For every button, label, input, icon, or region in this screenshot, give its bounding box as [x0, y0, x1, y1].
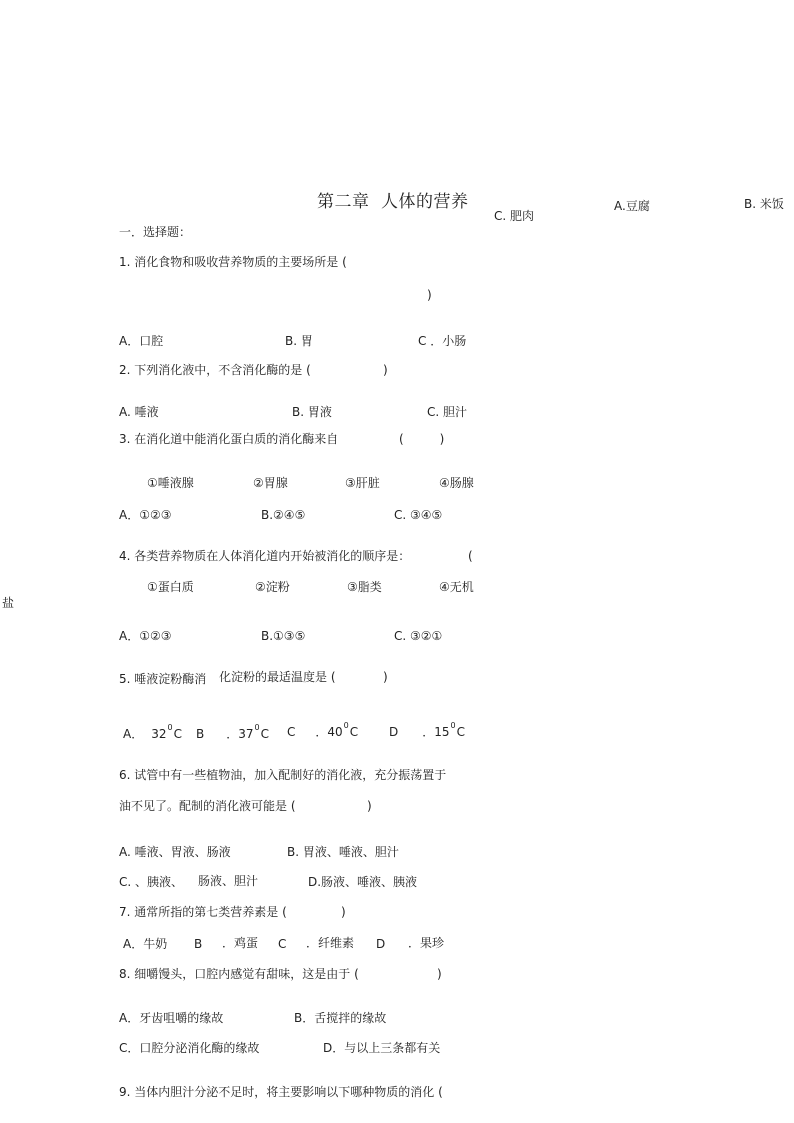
- stray-option-a: A.豆腐: [614, 199, 650, 213]
- q6-stem-line1: 6. 试管中有一些植物油，加入配制好的消化液，充分振荡置于: [119, 768, 447, 782]
- q4-option-c: C. ③②①: [394, 629, 443, 643]
- q7-option-b-letter: B: [194, 937, 203, 951]
- q3-option-b: B.②④⑤: [261, 508, 306, 522]
- q4-item-1: ①蛋白质: [147, 580, 194, 594]
- q7-option-d-letter: D: [376, 937, 386, 951]
- q8-close: ): [437, 967, 442, 981]
- q4-close: (: [468, 549, 473, 563]
- q5-stem-part1: 5. 唾液淀粉酶消: [119, 672, 207, 686]
- q8-option-a: A．牙齿咀嚼的缘故: [119, 1011, 224, 1025]
- q7-stem: 7. 通常所指的第七类营养素是 (: [119, 905, 287, 919]
- q4-item-4-overflow: 盐: [2, 596, 15, 610]
- q1-stem: 1. 消化食物和吸收营养物质的主要场所是 (: [119, 255, 347, 269]
- q3-option-c: C. ③④⑤: [394, 508, 443, 522]
- q8-option-b: B．舌搅拌的缘故: [294, 1011, 387, 1025]
- q4-item-4: ④无机: [439, 580, 474, 594]
- chapter-title: 人体的营养: [381, 192, 469, 212]
- q9-stem: 9. 当体内胆汁分泌不足时，将主要影响以下哪种物质的消化 (: [119, 1085, 443, 1099]
- q7-close: ): [341, 905, 346, 919]
- q3-item-2: ②胃腺: [253, 476, 288, 490]
- q2-option-c: C. 胆汁: [427, 405, 468, 419]
- q6-stem-line2: 油不见了。配制的消化液可能是 (: [119, 799, 296, 813]
- stray-option-c: C. 肥肉: [494, 209, 535, 223]
- q4-item-3: ③脂类: [347, 580, 382, 594]
- q3-option-a: A．①②③: [119, 508, 172, 522]
- q3-item-1: ①唾液腺: [147, 476, 194, 490]
- q4-item-2: ②淀粉: [255, 580, 290, 594]
- q7-option-c: ．纤维素: [306, 936, 355, 950]
- q5-option-d: D ．$15^0C$: [389, 721, 466, 739]
- q4-option-b: B.①③⑤: [261, 629, 306, 643]
- chapter-number: 第二章: [317, 192, 370, 212]
- q2-option-b: B. 胃液: [292, 405, 332, 419]
- q8-option-d: D．与以上三条都有关: [323, 1041, 441, 1055]
- q6-option-a: A. 唾液、胃液、肠液: [119, 845, 231, 859]
- q7-option-a: A．牛奶: [123, 937, 168, 951]
- q3-stem: 3. 在消化道中能消化蛋白质的消化酶来自: [119, 432, 339, 446]
- q2-option-a: A. 唾液: [119, 405, 159, 419]
- q2-stem: 2. 下列消化液中，不含消化酶的是 (: [119, 363, 311, 377]
- q1-close: ): [427, 288, 432, 302]
- q4-stem: 4. 各类营养物质在人体消化道内开始被消化的顺序是：: [119, 549, 411, 563]
- q5-option-b: B ．$37^0C$: [196, 723, 269, 741]
- q5-option-a: A． $32^0C$: [123, 723, 182, 741]
- q4-option-a: A．①②③: [119, 629, 172, 643]
- q6-close: ): [367, 799, 372, 813]
- q5-close: ): [383, 670, 388, 684]
- q6-option-c: C. 、胰液、: [119, 875, 184, 889]
- q1-option-a: A．口腔: [119, 334, 164, 348]
- q1-option-c: C ．小肠: [418, 334, 467, 348]
- q1-option-b: B. 胃: [285, 334, 313, 348]
- q7-option-b: ．鸡蛋: [222, 936, 259, 950]
- section-label: 一．选择题：: [119, 225, 192, 239]
- q5-stem-part2: 化淀粉的最适温度是 (: [219, 670, 336, 684]
- q6-option-c-rest: 肠液、胆汁: [198, 874, 259, 888]
- q8-stem: 8. 细嚼馒头，口腔内感觉有甜味，这是由于 (: [119, 967, 359, 981]
- q7-option-d: ．果珍: [408, 936, 445, 950]
- q6-option-b: B. 胃液、唾液、胆汁: [287, 845, 399, 859]
- q2-close: ): [383, 363, 388, 377]
- q6-option-d: D.肠液、唾液、胰液: [308, 875, 418, 889]
- stray-option-b: B. 米饭: [744, 197, 784, 211]
- q8-option-c: C．口腔分泌消化酶的缘故: [119, 1041, 260, 1055]
- q5-option-c: C ．$40^0C$: [287, 721, 359, 739]
- q3-item-3: ③肝脏: [345, 476, 380, 490]
- q3-item-4: ④肠腺: [439, 476, 474, 490]
- q7-option-c-letter: C: [278, 937, 287, 951]
- q3-close: ( ): [399, 432, 445, 446]
